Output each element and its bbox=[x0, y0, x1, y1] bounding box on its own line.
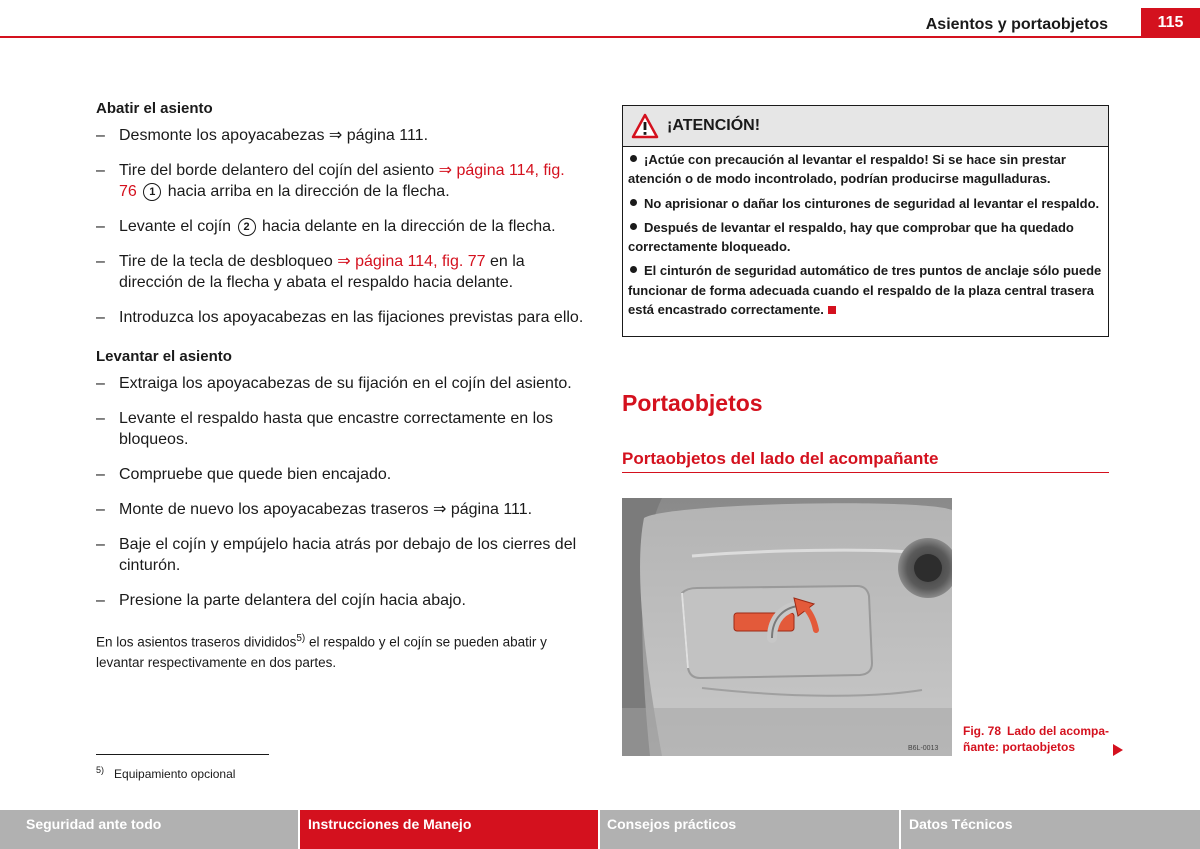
page-link[interactable]: ⇒ página 114, fig. 77 bbox=[337, 253, 486, 270]
callout-number: 1 bbox=[143, 183, 161, 201]
tab-datos[interactable]: Datos Técnicos bbox=[901, 810, 1200, 849]
list-item: – Tire de la tecla de desbloqueo ⇒ página 114, fig. 77 en la dirección de la flecha y abata el respaldo hacia delante. bbox=[96, 253, 525, 291]
callout-number: 2 bbox=[238, 218, 256, 236]
page-number: 115 bbox=[1141, 8, 1200, 38]
list-item: – Presione la parte delantera del cojín hacia abajo. bbox=[96, 592, 466, 609]
warning-body bbox=[623, 147, 1108, 319]
tab-instrucciones[interactable]: Instrucciones de Manejo bbox=[300, 810, 600, 849]
warning-item: El cinturón de seguridad automático de tres puntos de anclaje sólo puede funcionar de forma adecuada cuando el respaldo de la plaza central trasera está encastrado correctamente. bbox=[628, 263, 1102, 318]
tab-seguridad[interactable]: Seguridad ante todo bbox=[0, 810, 300, 849]
end-marker-icon bbox=[828, 306, 836, 314]
warning-header bbox=[623, 106, 1108, 147]
footer-nav bbox=[0, 810, 1200, 849]
section-title: Portaobjetos bbox=[622, 390, 763, 416]
list-item: – Monte de nuevo los apoyacabezas traseros ⇒ página 111. bbox=[96, 501, 533, 518]
warning-item: Después de levantar el respaldo, hay que comprobar que ha quedado correctamente bloqueado. bbox=[628, 219, 1074, 255]
header-rule bbox=[0, 36, 1200, 38]
tab-consejos[interactable]: Consejos prácticos bbox=[600, 810, 901, 849]
list-item: – Baje el cojín y empújelo hacia atrás por debajo de los cierres del cinturón. bbox=[96, 536, 577, 574]
list-item: – Desmonte los apoyacabezas ⇒ página 111. bbox=[96, 127, 429, 144]
warning-box bbox=[622, 105, 1109, 337]
continue-arrow-icon bbox=[1113, 744, 1123, 756]
subsection-rule bbox=[622, 472, 1109, 473]
footnote-rule bbox=[96, 754, 269, 755]
list-item: – Compruebe que quede bien encajado. bbox=[96, 466, 392, 483]
list-item: – Levante el cojín 2 hacia delante en la dirección de la flecha. bbox=[96, 218, 556, 235]
section-heading-abatir: Abatir el asiento bbox=[96, 100, 213, 117]
figure-caption: Fig. 78 Lado del acompa- ñante: portaobjetos bbox=[963, 724, 1110, 754]
glovebox-illustration bbox=[622, 498, 952, 756]
chapter-title: Asientos y portaobjetos bbox=[925, 16, 1108, 33]
footnote-ref: 5) bbox=[296, 633, 306, 644]
section-heading-levantar: Levantar el asiento bbox=[96, 348, 232, 365]
subsection-title: Portaobjetos del lado del acompañante bbox=[622, 449, 939, 468]
list-item: – Extraiga los apoyacabezas de su fijación en el cojín del asiento. bbox=[96, 375, 572, 392]
warning-title: ¡ATENCIÓN! bbox=[667, 117, 761, 134]
warning-item: No aprisionar o dañar los cinturones de seguridad al levantar el respaldo. bbox=[628, 194, 1103, 213]
list-item: – Levante el respaldo hasta que encastre correctamente en los bloqueos. bbox=[96, 410, 554, 448]
note-paragraph: En los asientos traseros divididos$^{5)}$ el respaldo y el cojín se pueden abatir y levantar respectivamente en dos partes. bbox=[96, 633, 547, 670]
left-column bbox=[96, 98, 586, 673]
warning-triangle-icon bbox=[631, 113, 659, 139]
warning-item: ¡Actúe con precaución al levantar el respaldo! Si se hace sin prestar atención o de modo incontrolado, podrían producirse magulladuras. bbox=[628, 152, 1066, 187]
page-link[interactable]: ⇒ página 114, fig. 76 bbox=[119, 162, 565, 200]
footnote: $^{5)}$ Equipamiento opcional bbox=[96, 765, 236, 781]
list-item: – Tire del borde delantero del cojín del asiento ⇒ página 114, fig. 76 1 hacia arriba en la dirección de la flecha. bbox=[96, 162, 565, 200]
figure-code: B6L-0013 bbox=[908, 745, 939, 752]
list-item: – Introduzca los apoyacabezas en las fijaciones previstas para ello. bbox=[96, 309, 584, 326]
